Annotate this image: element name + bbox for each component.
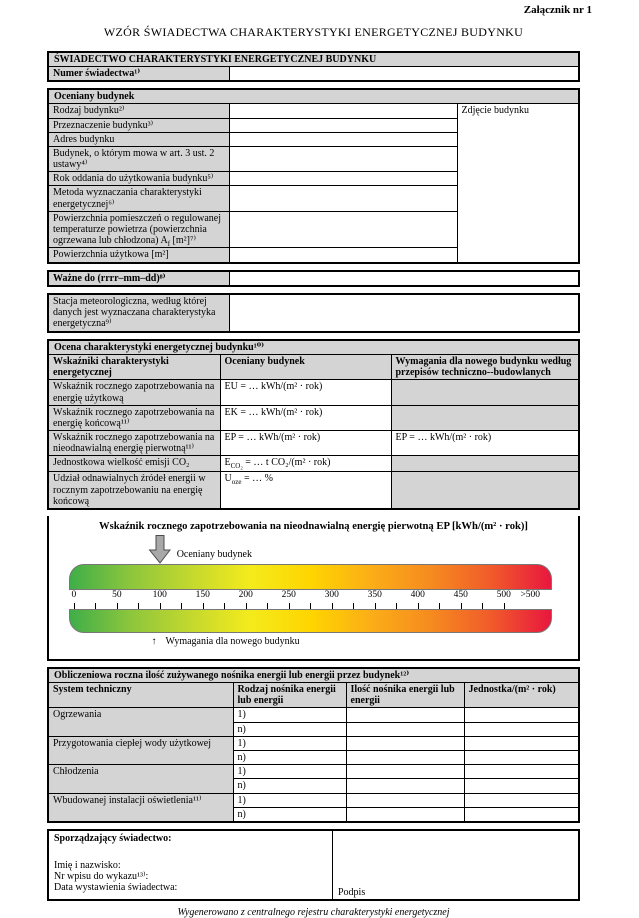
scale-tick-label: 100 — [152, 589, 167, 600]
ep-requirement-field[interactable]: EP = … kWh/(m² · rok) — [391, 431, 579, 456]
scale-tick — [203, 603, 204, 609]
page-title: WZÓR ŚWIADECTWA CHARAKTERYSTYKI ENERGETYCZNEJ BUDYNKU — [103, 25, 524, 40]
heating-amount-1-field[interactable] — [346, 708, 464, 722]
ep-gradient-bar-bottom — [69, 609, 552, 633]
scale-tick-label: 150 — [195, 589, 210, 600]
cooling-system-label: Chłodzenia — [48, 765, 233, 793]
building-method-field[interactable] — [229, 186, 457, 211]
issuer-date-label: Data wystawienia świadectwa: — [54, 882, 178, 894]
building-art3-label: Budynek, o którym mowa w art. 3 ust. 2 ustawy⁴⁾ — [48, 146, 229, 171]
cooling-carrier-1-field[interactable]: 1) — [233, 765, 346, 779]
co2-emission-label: Jednostkowa wielkość emisji CO₂ — [48, 456, 220, 472]
ep-marker-row — [69, 534, 552, 564]
ek-requirement-field — [391, 405, 579, 430]
hot-water-system-label: Przygotowania ciepłej wody użytkowej — [48, 736, 233, 764]
lighting-carrier-n-field[interactable]: n) — [233, 807, 346, 822]
scale-tick — [289, 603, 290, 609]
signature-area[interactable] — [332, 831, 578, 899]
ep-scale-banner — [47, 516, 580, 661]
cooling-carrier-n-field[interactable]: n) — [233, 779, 346, 793]
valid-until-label: Ważne do (rrrr–mm–dd)⁸⁾ — [48, 271, 229, 286]
scale-tick — [310, 603, 311, 609]
scale-tick — [138, 603, 139, 609]
down-arrow-icon — [148, 535, 171, 564]
issuer-name-label: Imię i nazwisko: — [54, 860, 121, 872]
scale-tick — [74, 603, 75, 609]
co2-value-field[interactable]: $E_{CO_2}$ = … t CO₂/(m² · rok) — [220, 456, 391, 472]
weather-station-table — [47, 293, 580, 333]
consumption-col-carrier: Rodzaj nośnika energii lub energii — [233, 683, 346, 708]
building-type-field[interactable] — [229, 104, 457, 118]
building-usable-area-label: Powierzchnia użytkowa [m²] — [48, 248, 229, 263]
building-year-label: Rok oddania do użytkowania budynku⁵⁾ — [48, 172, 229, 186]
weather-station-field[interactable] — [229, 294, 579, 332]
building-address-field[interactable] — [229, 132, 457, 146]
lighting-unit-n-field[interactable] — [464, 807, 579, 822]
scale-tick-label: 50 — [112, 589, 122, 600]
scale-tick — [160, 603, 161, 609]
hot-water-unit-1-field[interactable] — [464, 736, 579, 750]
assessment-col-requirements: Wymagania dla nowego budynku według przepisów techniczno--budowlanych — [391, 354, 579, 379]
scale-tick — [95, 603, 96, 609]
lighting-unit-1-field[interactable] — [464, 793, 579, 807]
scale-tick-label: 500 — [496, 589, 511, 600]
consumption-table — [47, 667, 580, 823]
lighting-amount-1-field[interactable] — [346, 793, 464, 807]
scale-tick-label: 400 — [410, 589, 425, 600]
scale-tick — [181, 603, 182, 609]
scale-tick-label: 450 — [453, 589, 468, 600]
renewable-share-requirement-field — [391, 472, 579, 509]
building-year-field[interactable] — [229, 172, 457, 186]
attachment-label: Załącznik nr 1 — [523, 4, 592, 16]
requirement-label: Wymagania dla nowego budynku — [165, 635, 300, 647]
footer-note: Wygenerowano z centralnego rejestru charakterystyki energetycznej — [177, 906, 450, 918]
signature-label: Podpis — [338, 886, 366, 898]
ep-value-field[interactable]: EP = … kWh/(m² · rok) — [220, 431, 391, 456]
building-photo-area: Zdjęcie budynku — [457, 104, 579, 263]
building-purpose-label: Przeznaczenie budynku³⁾ — [48, 118, 229, 132]
hot-water-carrier-n-field[interactable]: n) — [233, 750, 346, 764]
weather-station-label: Stacja meteorologiczna, według której danych jest wyznaczana charakterystyka energetyczna⁹⁾ — [48, 294, 229, 332]
scale-tick — [418, 603, 419, 609]
valid-until-table — [47, 270, 580, 287]
heating-unit-1-field[interactable] — [464, 708, 579, 722]
building-type-label: Rodzaj budynku²⁾ — [48, 104, 229, 118]
scale-tick — [482, 603, 483, 609]
issuer-section — [47, 829, 580, 901]
scale-tick-label: 350 — [367, 589, 382, 600]
scale-tick — [332, 603, 333, 609]
hot-water-amount-1-field[interactable] — [346, 736, 464, 750]
scale-over-label: >500 — [520, 589, 541, 600]
building-conditioned-area-label: Powierzchnia pomieszczeń o regulowanej temperaturze powietrza (powierzchnia ogrzewana lub chłodzona) $A_f$ [m²]⁷⁾ — [48, 211, 229, 248]
assessment-col-building: Oceniany budynek — [220, 354, 391, 379]
building-purpose-field[interactable] — [229, 118, 457, 132]
scale-tick — [353, 603, 354, 609]
cooling-unit-1-field[interactable] — [464, 765, 579, 779]
building-art3-field[interactable] — [229, 146, 457, 171]
building-usable-area-field[interactable] — [229, 248, 457, 263]
scale-tick — [224, 603, 225, 609]
scale-tick — [117, 603, 118, 609]
hot-water-carrier-1-field[interactable]: 1) — [233, 736, 346, 750]
cooling-amount-1-field[interactable] — [346, 765, 464, 779]
scale-tick-label: 300 — [324, 589, 339, 600]
issuer-section-header: Sporządzający świadectwo: — [54, 832, 172, 844]
hot-water-amount-n-field[interactable] — [346, 750, 464, 764]
requirement-marker — [152, 636, 300, 647]
eu-indicator-label: Wskaźnik rocznego zapotrzebowania na energię użytkową — [48, 380, 220, 405]
heating-unit-n-field[interactable] — [464, 722, 579, 736]
scale-tick-label: 0 — [71, 589, 77, 600]
scale-tick — [267, 603, 268, 609]
ek-value-field[interactable]: EK = … kWh/(m² · rok) — [220, 405, 391, 430]
ep-indicator-label: Wskaźnik rocznego zapotrzebowania na nieodnawialną energię pierwotną¹¹⁾ — [48, 431, 220, 456]
heating-amount-n-field[interactable] — [346, 722, 464, 736]
ep-gradient-bar-top — [69, 564, 552, 590]
certificate-number-field[interactable] — [229, 66, 579, 81]
hot-water-unit-n-field[interactable] — [464, 750, 579, 764]
eu-requirement-field — [391, 380, 579, 405]
up-arrow-icon: ↑ — [151, 635, 157, 647]
building-address-label: Adres budynku — [48, 132, 229, 146]
assessed-building-label: Oceniany budynek — [176, 548, 252, 560]
building-section-header: Oceniany budynek — [48, 89, 579, 104]
assessment-col-indicator: Wskaźniki charakterystyki energetycznej — [48, 354, 220, 379]
renewable-share-label: Udział odnawialnych źródeł energii w rocznym zapotrzebowaniu na energię końcową — [48, 472, 220, 509]
assessment-table — [47, 339, 580, 510]
assessment-section-header: Ocena charakterystyki energetycznej budynku¹⁰⁾ — [48, 340, 579, 355]
lighting-system-label: Wbudowanej instalacji oświetlenia¹¹⁾ — [48, 793, 233, 822]
eu-value-field[interactable]: EU = … kWh/(m² · rok) — [220, 380, 391, 405]
lighting-amount-n-field[interactable] — [346, 807, 464, 822]
consumption-col-amount: Ilość nośnika energii lub energii — [346, 683, 464, 708]
consumption-section-header: Obliczeniowa roczna ilość zużywanego nośnika energii lub energii przez budynek¹²⁾ — [48, 668, 579, 683]
certificate-number-table — [47, 51, 580, 82]
lighting-carrier-1-field[interactable]: 1) — [233, 793, 346, 807]
scale-tick-label: 250 — [281, 589, 296, 600]
heating-carrier-n-field[interactable]: n) — [233, 722, 346, 736]
scale-tick-label: 200 — [238, 589, 253, 600]
consumption-col-system: System techniczny — [48, 683, 233, 708]
ek-indicator-label: Wskaźnik rocznego zapotrzebowania na energię końcową¹¹⁾ — [48, 405, 220, 430]
certificate-section-header: ŚWIADECTWO CHARAKTERYSTYKI ENERGETYCZNEJ BUDYNKU — [48, 52, 579, 67]
scale-tick — [461, 603, 462, 609]
cooling-unit-n-field[interactable] — [464, 779, 579, 793]
heating-system-label: Ogrzewania — [48, 708, 233, 736]
building-conditioned-area-field[interactable] — [229, 211, 457, 248]
scale-tick — [439, 603, 440, 609]
cooling-amount-n-field[interactable] — [346, 779, 464, 793]
scale-tick — [246, 603, 247, 609]
assessed-building-marker — [148, 535, 171, 564]
renewable-share-field[interactable]: $U_{oze}$ = … % — [220, 472, 391, 509]
building-table — [47, 88, 580, 263]
heating-carrier-1-field[interactable]: 1) — [233, 708, 346, 722]
scale-tick — [504, 603, 505, 609]
certificate-number-label: Numer świadectwa¹⁾ — [48, 66, 229, 81]
ep-scale-ticks — [69, 603, 552, 609]
requirement-marker-row — [69, 636, 552, 651]
valid-until-field[interactable] — [229, 271, 579, 286]
consumption-col-unit: Jednostka/(m² · rok) — [464, 683, 579, 708]
scale-tick — [396, 603, 397, 609]
scale-tick — [375, 603, 376, 609]
building-method-label: Metoda wyznaczania charakterystyki energetycznej⁶⁾ — [48, 186, 229, 211]
issuer-register-label: Nr wpisu do wykazu¹³⁾: — [54, 871, 149, 883]
ep-scale-title: Wskaźnik rocznego zapotrzebowania na nieodnawialną energię pierwotną EP [kWh/(m² · rok)] — [99, 521, 528, 532]
ep-scale-labels — [69, 590, 552, 603]
co2-requirement-field — [391, 456, 579, 472]
